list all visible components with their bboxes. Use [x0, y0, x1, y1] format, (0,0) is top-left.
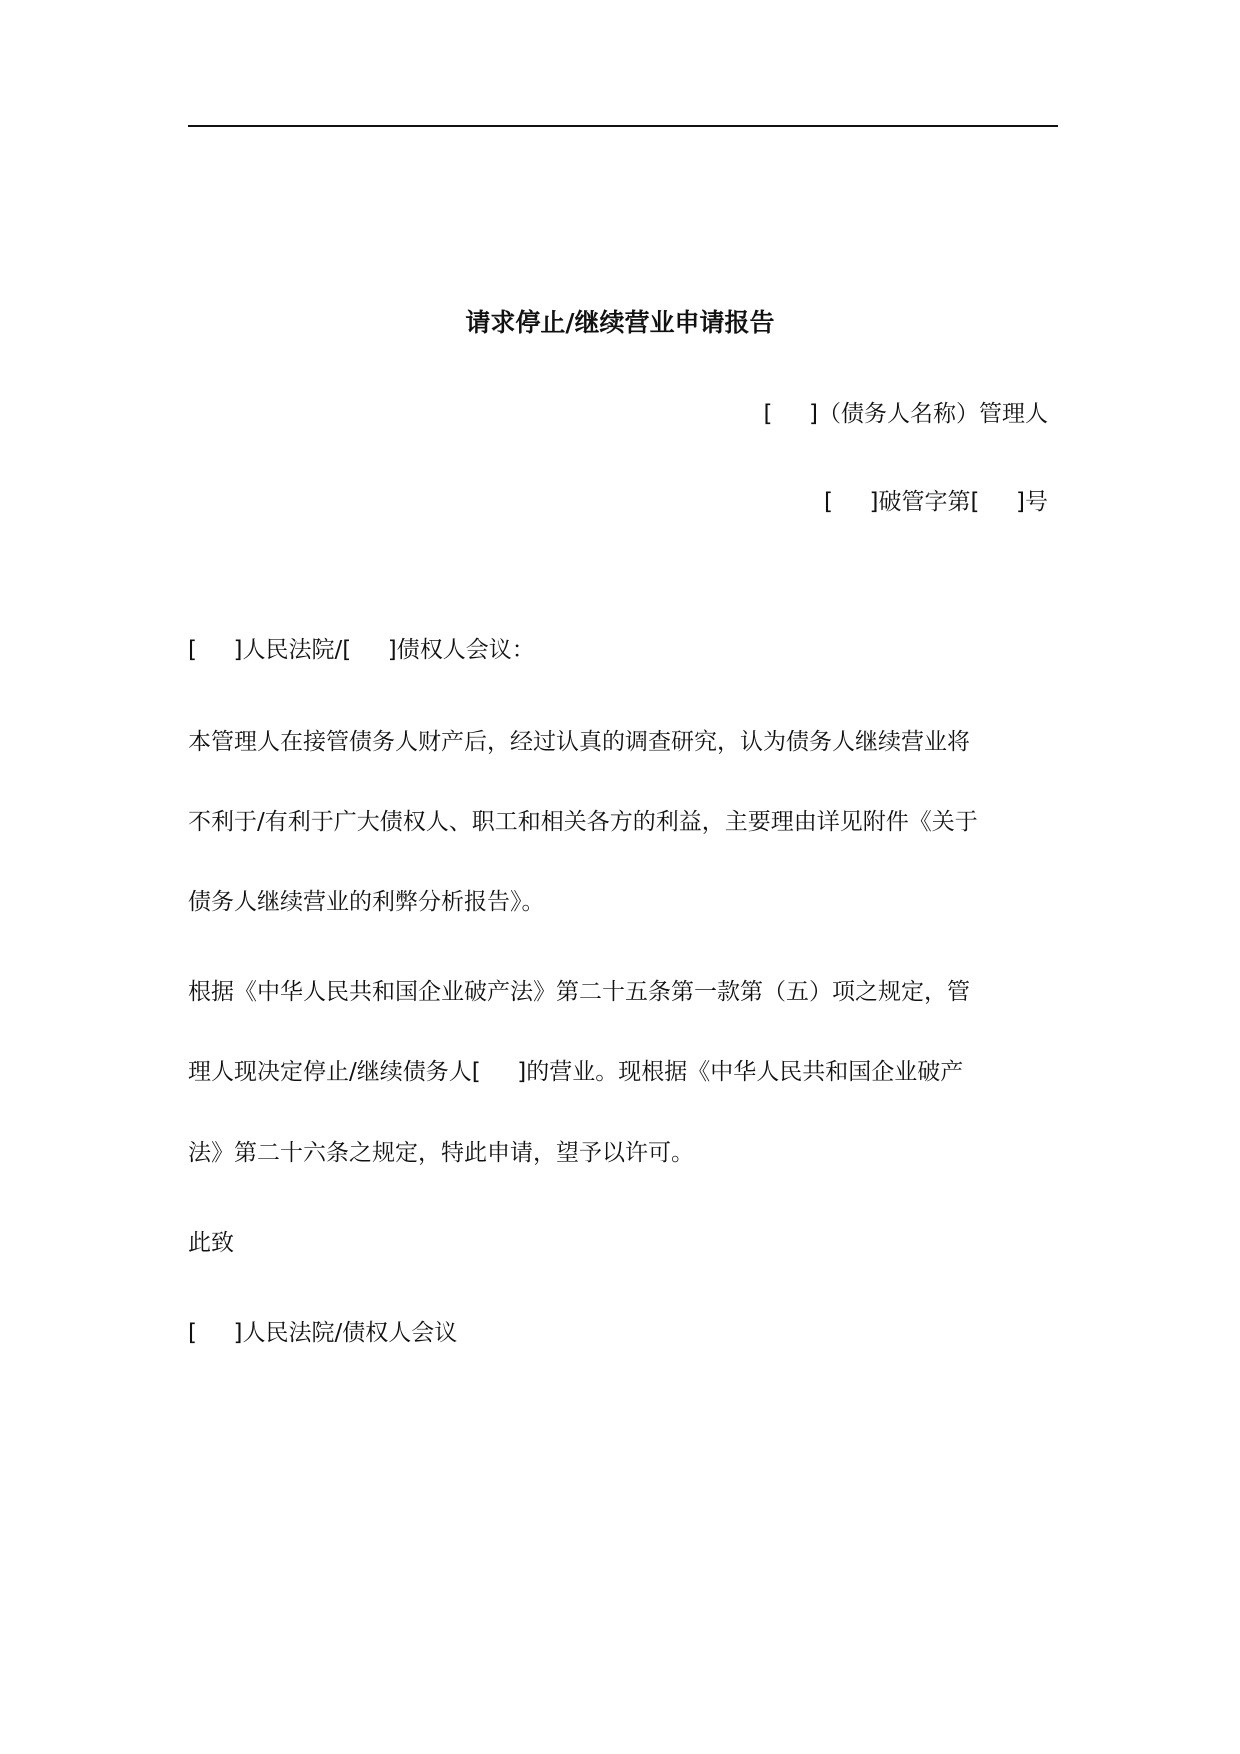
case-number-line: [ ]破管字第[ ]号 — [823, 489, 1048, 515]
closing-line: 此致 — [188, 1230, 234, 1256]
body-line-3: 债务人继续营业的利弊分析报告》。 — [188, 889, 545, 915]
body-line-6: 法》第二十六条之规定，特此申请，望予以许可。 — [188, 1140, 694, 1166]
body-line-5: 理人现决定停止/继续债务人[ ]的营业。现根据《中华人民共和国企业破产 — [188, 1059, 964, 1085]
body-line-4: 根据《中华人民共和国企业破产法》第二十五条第一款第（五）项之规定，管 — [188, 979, 970, 1005]
document-title: 请求停止/继续营业申请报告 — [465, 308, 775, 337]
addressee-line: [ ]人民法院/[ ]债权人会议： — [188, 637, 535, 663]
recipient-line: [ ]人民法院/债权人会议 — [188, 1320, 458, 1346]
body-line-1: 本管理人在接管债务人财产后，经过认真的调查研究，认为债务人继续营业将 — [188, 729, 970, 755]
header-rule — [188, 125, 1058, 127]
body-line-2: 不利于/有利于广大债权人、职工和相关各方的利益，主要理由详见附件《关于 — [188, 809, 978, 835]
administrator-name-line: [ ]（债务人名称）管理人 — [763, 401, 1048, 427]
